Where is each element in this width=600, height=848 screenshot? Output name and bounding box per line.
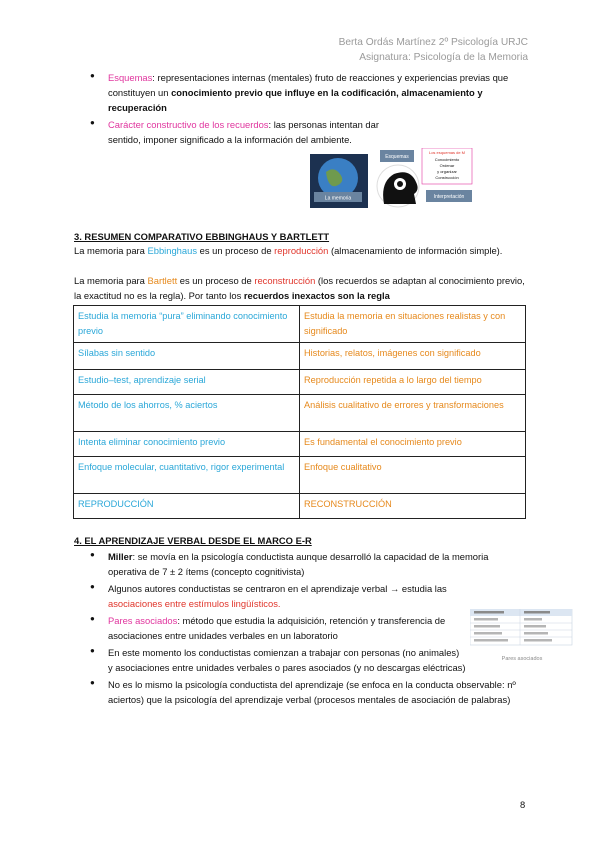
- page-number: 8: [520, 799, 526, 810]
- section-4-bullet-list: [86, 549, 526, 709]
- table-cell-bartlett: Reproducción repetida a lo largo del tiempo: [300, 370, 526, 395]
- label-interpretacion: Interpretación: [433, 194, 465, 200]
- table-cell-bartlett: Enfoque cualitativo: [300, 457, 526, 494]
- bullet-miller: ● Miller: se movía en la psicología conductista aunque desarrolló la capacidad de la memoria operativa de 7 ± 2 ítems (concepto cognitivista): [86, 549, 526, 579]
- key-reconstruccion: reconstrucción: [254, 275, 316, 286]
- table-cell-bartlett: Es fundamental el conocimiento previo: [300, 432, 526, 457]
- term-miller: Miller: [108, 551, 133, 562]
- label-esquemas: Esquemas: [385, 154, 409, 160]
- bullet-personas: ● En este momento los conductistas comienzan a trabajar con personas (no animales) y asociaciones entre unidades verbales o pares asociados (y no descargas eléctricas): [86, 645, 466, 675]
- term-caracter-constructivo: Carácter constructivo de los recuerdos: [108, 119, 269, 131]
- svg-text:y organizar: y organizar: [437, 169, 457, 174]
- bullet-pares-asociados: ● Pares asociados: método que estudia la adquisición, retención y transferencia de asociaciones entre unidades verbales en un laboratorio: [86, 613, 466, 643]
- table-cell-ebbinghaus: Método de los ahorros, % aciertos: [74, 395, 300, 432]
- table-cell-ebbinghaus: Estudia la memoria “pura” eliminando conocimiento previo: [74, 306, 300, 343]
- bullet-esquemas: [86, 70, 526, 115]
- header-subject: Asignatura: Psicología de la Memoria: [359, 51, 528, 63]
- table-row: [74, 370, 526, 395]
- schema-diagram: [308, 148, 528, 216]
- table-row: [74, 343, 526, 370]
- table-cell-ebbinghaus: Sílabas sin sentido: [74, 343, 300, 370]
- key-reproduccion: reproducción: [274, 245, 329, 256]
- page-header: [339, 36, 528, 66]
- table-row: [74, 395, 526, 432]
- table-cell-ebbinghaus: REPRODUCCIÓN: [74, 494, 300, 519]
- table-cell-bartlett: Historias, relatos, imágenes con significado: [300, 343, 526, 370]
- svg-text:Construcción: Construcción: [435, 175, 459, 180]
- asociaciones-highlight: asociaciones entre estímulos lingüísticos.: [108, 598, 281, 610]
- table-row: [74, 494, 526, 519]
- figure-caption-pares-asociados: Pares asociados: [501, 656, 543, 662]
- caracter-text: : las personas intentan dar sentido, imponer significado a la información del ambiente.: [108, 119, 379, 146]
- table-row: [74, 432, 526, 457]
- section-3-title: 3. RESUMEN COMPARATIVO EBBINGHAUS Y BARTLETT: [74, 231, 330, 242]
- bullet-caracter-constructivo: [86, 117, 386, 147]
- svg-text:Conocimiento: Conocimiento: [434, 157, 460, 162]
- schema-bullet-list: [86, 70, 526, 149]
- bullet-no-es-lo-mismo: ● No es lo mismo la psicología conductista del aprendizaje (se enfoca en la conducta observable: nº aciertos) que la psicología del aprendizaje verbal (procesos mentales de asociación de palabras): [86, 677, 526, 707]
- table-cell-bartlett: Estudia la memoria en situaciones realistas y con significado: [300, 306, 526, 343]
- term-pares-asociados: Pares asociados: [108, 615, 178, 627]
- table-cell-bartlett: Análisis cualitativo de errores y transformaciones: [300, 395, 526, 432]
- table-row: [74, 457, 526, 494]
- label-la-memoria: La memoria: [324, 195, 352, 202]
- svg-text:Ordenar: Ordenar: [439, 163, 455, 168]
- paragraph-bartlett: La memoria para Bartlett es un proceso de reconstrucción (los recuerdos se adaptan al conocimiento previo, la exactitud no es la regla). Por tanto los recuerdos inexactos son la regla: [74, 275, 525, 302]
- esquemas-text: : representaciones internas (mentales) fruto de reacciones y experiencias previas que constituyen un: [108, 72, 509, 99]
- esquemas-bold: conocimiento previo que influye en la codificación, almacenamiento y recuperación: [108, 87, 483, 114]
- table-cell-ebbinghaus: Intenta eliminar conocimiento previo: [74, 432, 300, 457]
- table-cell-bartlett: RECONSTRUCCIÓN: [300, 494, 526, 519]
- paired-associates-figure: [470, 609, 578, 669]
- name-ebbinghaus: Ebbinghaus: [147, 245, 198, 256]
- comparison-table: [73, 305, 526, 519]
- paragraph-ebbinghaus: La memoria para Ebbinghaus es un proceso de reproducción (almacenamiento de información simple).: [74, 245, 503, 256]
- table-row: [74, 306, 526, 343]
- header-author: Berta Ordás Martínez 2º Psicología URJC: [338, 37, 528, 48]
- bullet-autores-conductistas: ● Algunos autores conductistas se centraron en el aprendizaje verbal → estudia las asociaciones entre estímulos lingüísticos.: [86, 581, 486, 611]
- name-bartlett: Bartlett: [147, 275, 178, 286]
- section-4-title: 4. EL APRENDIZAJE VERBAL DESDE EL MARCO E-R: [74, 535, 312, 546]
- svg-text:Los esquemas de M: Los esquemas de M: [428, 150, 466, 155]
- table-cell-ebbinghaus: Enfoque molecular, cuantitativo, rigor experimental: [74, 457, 300, 494]
- table-cell-ebbinghaus: Estudio–test, aprendizaje serial: [74, 370, 300, 395]
- term-esquemas: Esquemas: [108, 72, 153, 83]
